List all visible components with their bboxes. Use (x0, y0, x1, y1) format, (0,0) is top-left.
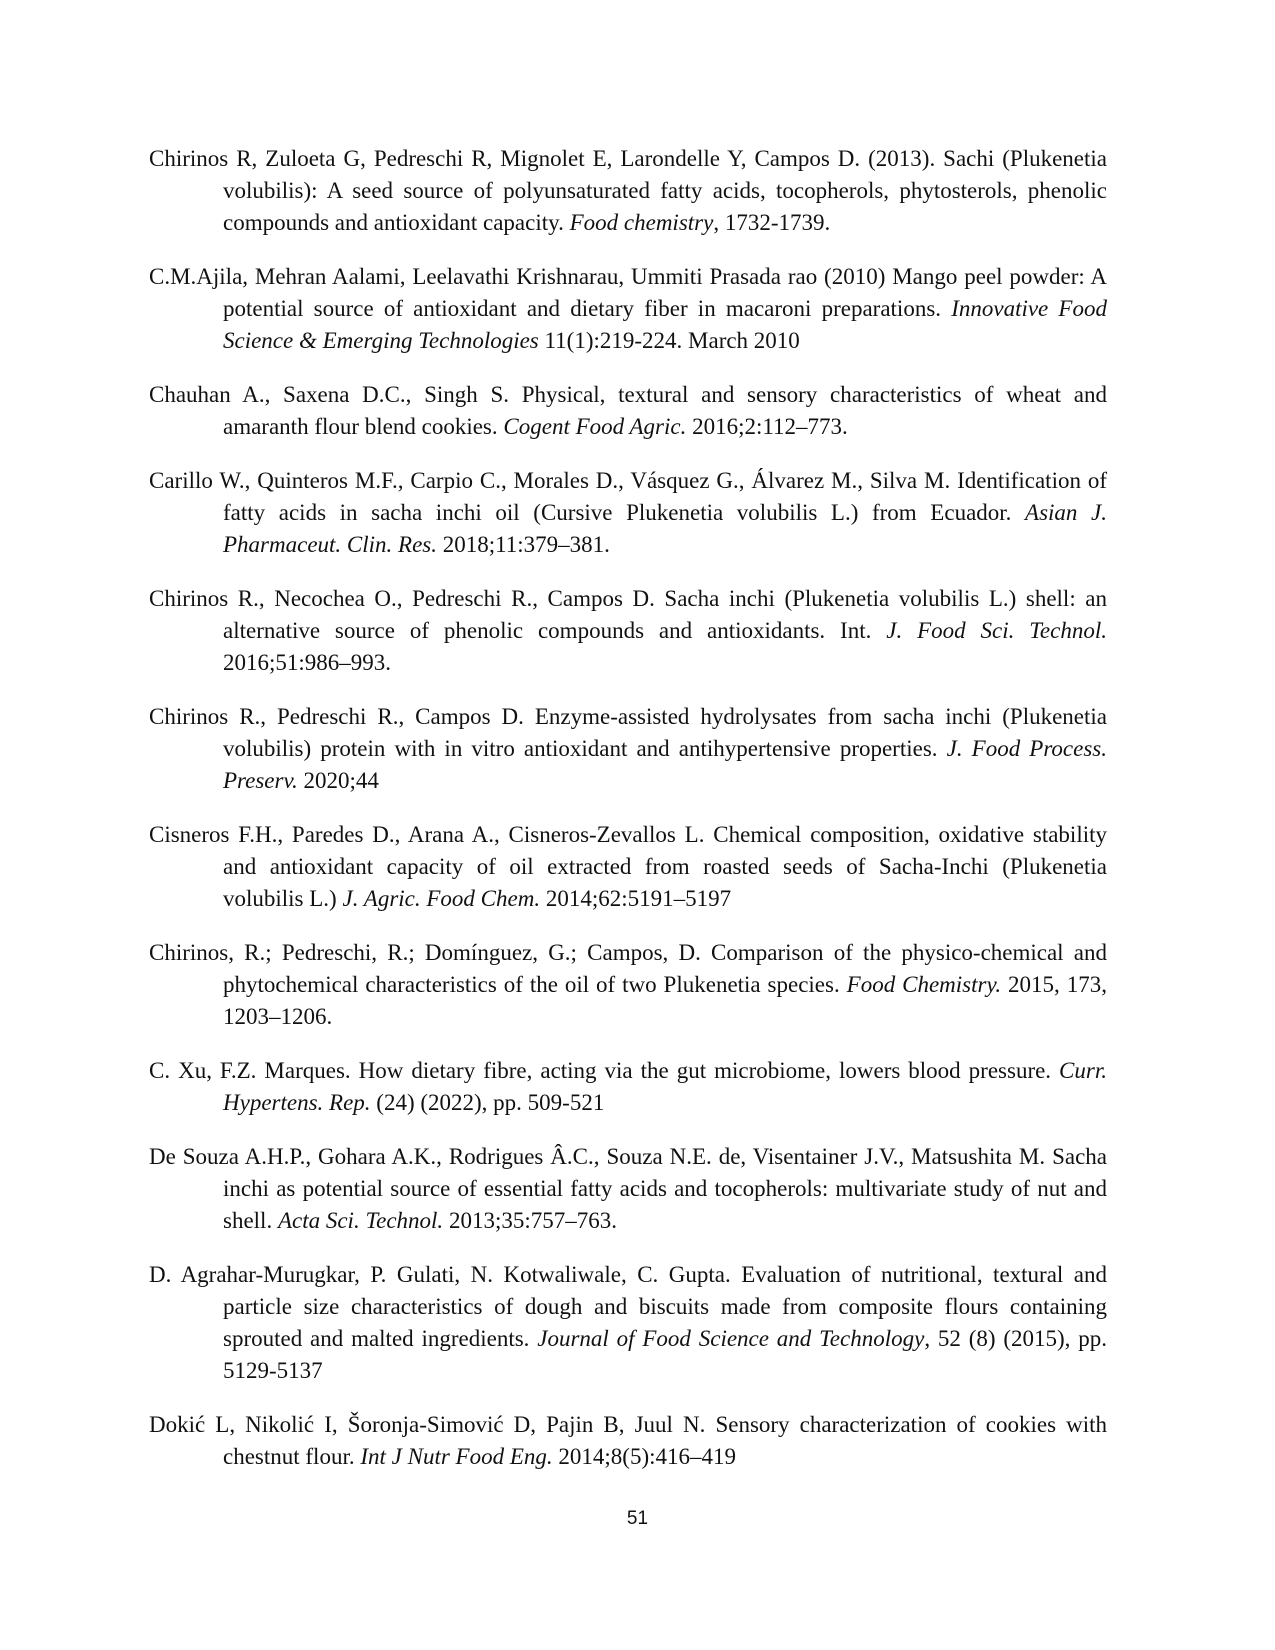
reference-journal: Cogent Food Agric. (503, 414, 687, 439)
reference-text: Chirinos R, Zuloeta G, Pedreschi R, Mignolet E, Larondelle Y, Campos D. (2013). Sachi (Plukenetia volubilis): A seed source of polyunsaturated fatty acids, tocopherols, phytosterols, phenolic compounds and antioxidant capacity. (149, 146, 1107, 235)
reference-item (149, 143, 1107, 239)
reference-item (149, 1141, 1107, 1237)
reference-journal: J. Food Sci. Technol. (886, 618, 1107, 643)
reference-text: Chirinos R., Necochea O., Pedreschi R., Campos D. Sacha inchi (Plukenetia volubilis L.) shell: an alternative source of phenolic compounds and antioxidants. Int. (149, 586, 1107, 643)
reference-text: Chauhan A., Saxena D.C., Singh S. Physical, textural and sensory characteristics of wheat and amaranth flour blend cookies. (149, 382, 1107, 439)
reference-item (149, 701, 1107, 797)
reference-text: De Souza A.H.P., Gohara A.K., Rodrigues Â.C., Souza N.E. de, Visentainer J.V., Matsushita M. Sacha inchi as potential source of essential fatty acids and tocopherols: multivariate study of nut and shell. (149, 1144, 1107, 1233)
reference-details: 2018;11:379–381. (437, 532, 610, 557)
reference-details: , 52 (8) (2015), pp. 5129-5137 (223, 1326, 1108, 1383)
reference-text: C.M.Ajila, Mehran Aalami, Leelavathi Krishnarau, Ummiti Prasada rao (2010) Mango peel powder: A potential source of antioxidant and dietary fiber in macaroni preparations. (149, 264, 1107, 321)
reference-text: Cisneros F.H., Paredes D., Arana A., Cisneros-Zevallos L. Chemical composition, oxidative stability and antioxidant capacity of oil extracted from roasted seeds of Sacha-Inchi (Plukenetia volubilis L.) (149, 822, 1107, 911)
reference-details: 2016;2:112–773. (686, 414, 848, 439)
page-number: 51 (626, 1508, 649, 1529)
reference-details: 2013;35:757–763. (443, 1208, 617, 1233)
reference-journal: Asian J. Pharmaceut. Clin. Res. (223, 500, 1107, 557)
reference-details: 2014;8(5):416–419 (552, 1444, 736, 1469)
reference-item (149, 379, 1107, 443)
reference-journal: Food Chemistry. (846, 972, 1002, 997)
reference-item (149, 937, 1107, 1033)
reference-text: C. Xu, F.Z. Marques. How dietary fibre, acting via the gut microbiome, lowers blood pressure. (149, 1058, 1060, 1083)
reference-text: Carillo W., Quinteros M.F., Carpio C., Morales D., Vásquez G., Álvarez M., Silva M. Identification of fatty acids in sacha inchi oil (Cursive Plukenetia volubilis L.) from Ecuador. (149, 468, 1107, 525)
reference-text: Chirinos, R.; Pedreschi, R.; Domínguez, G.; Campos, D. Comparison of the physico-chemical and phytochemical characteristics of the oil of two Plukenetia species. (149, 940, 1107, 997)
reference-item (149, 261, 1107, 357)
reference-journal: Food chemistry (569, 210, 714, 235)
reference-details: 2015, 173, 1203–1206. (223, 972, 1107, 1029)
reference-item (149, 465, 1107, 561)
reference-item (149, 819, 1107, 915)
reference-details: 2020;44 (297, 768, 379, 793)
reference-journal: Innovative Food Science & Emerging Technologies (223, 296, 1107, 353)
reference-list (149, 143, 1107, 1495)
reference-details: , 1732-1739. (713, 210, 831, 235)
reference-item (149, 583, 1107, 679)
reference-text: Chirinos R., Pedreschi R., Campos D. Enzyme-assisted hydrolysates from sacha inchi (Plukenetia volubilis) protein with in vitro antioxidant and antihypertensive properties. (149, 704, 1107, 761)
reference-journal: J. Agric. Food Chem. (342, 886, 541, 911)
reference-text: D. Agrahar-Murugkar, P. Gulati, N. Kotwaliwale, C. Gupta. Evaluation of nutritional, textural and particle size characteristics of dough and biscuits made from composite flours containing sprouted and malted ingredients. (149, 1262, 1107, 1351)
reference-details: 2014;62:5191–5197 (540, 886, 732, 911)
reference-details: 2016;51:986–993. (223, 650, 392, 675)
reference-item (149, 1259, 1107, 1387)
reference-journal: Curr. Hypertens. Rep. (223, 1058, 1107, 1115)
reference-details: (24) (2022), pp. 509-521 (370, 1090, 605, 1115)
reference-details: 11(1):219-224. March 2010 (538, 328, 800, 353)
reference-journal: Journal of Food Science and Technology (537, 1326, 925, 1351)
reference-item (149, 1055, 1107, 1119)
reference-journal: Int J Nutr Food Eng. (360, 1444, 553, 1469)
reference-journal: J. Food Process. Preserv. (223, 736, 1107, 793)
reference-journal: Acta Sci. Technol. (277, 1208, 444, 1233)
reference-text: Dokić L, Nikolić I, Šoronja-Simović D, Pajin B, Juul N. Sensory characterization of cookies with chestnut flour. (149, 1412, 1107, 1469)
reference-item (149, 1409, 1107, 1473)
